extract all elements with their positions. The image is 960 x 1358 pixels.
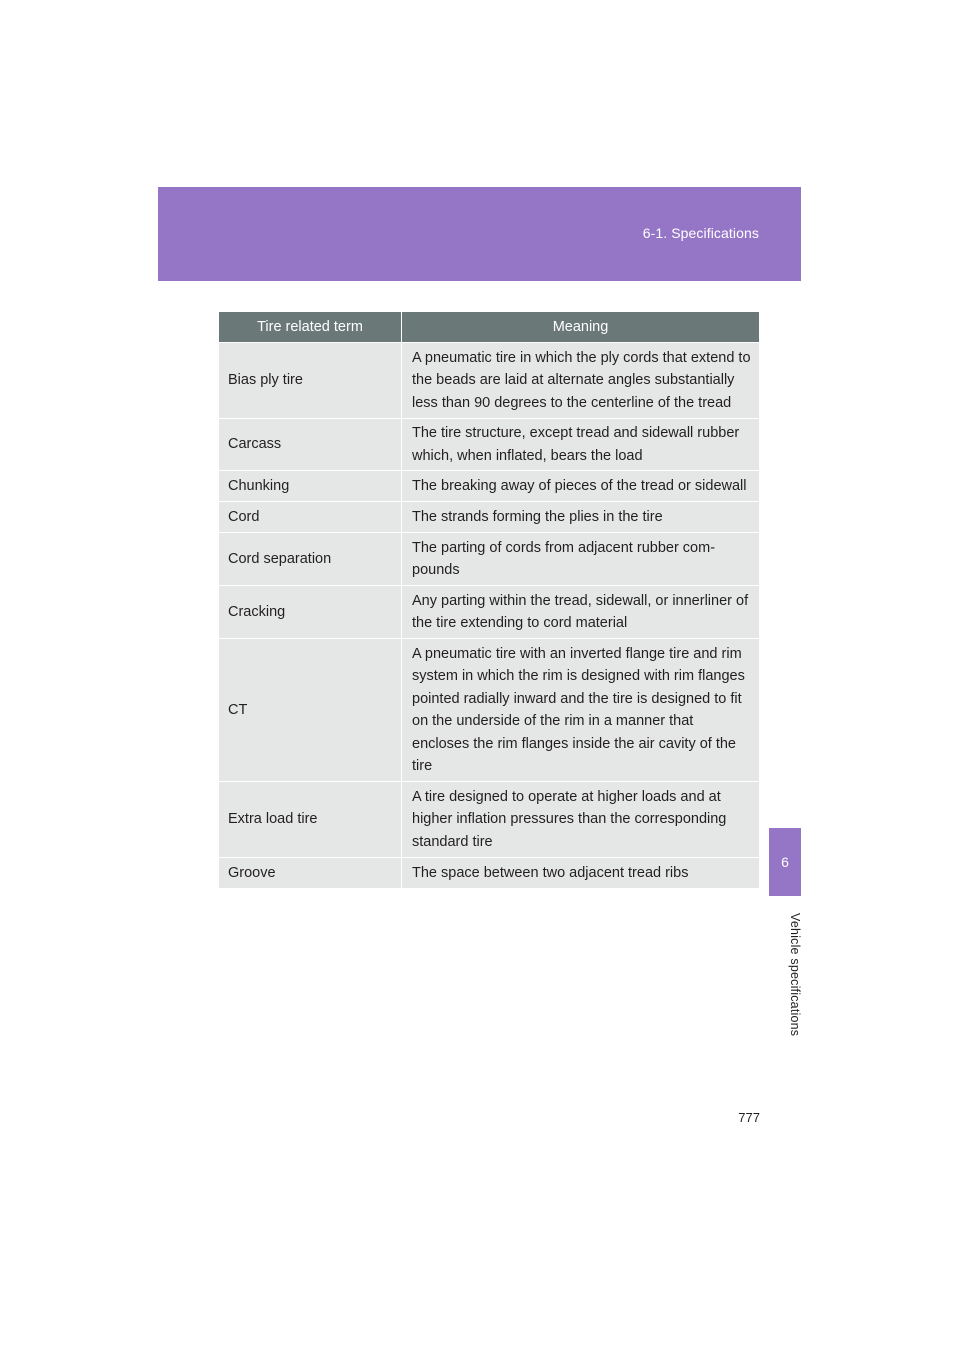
column-header-meaning: Meaning	[402, 312, 759, 342]
meaning-cell: Any parting within the tread, sidewall, or innerliner of the tire extending to cord material	[402, 585, 759, 638]
meaning-cell: The strands forming the plies in the tire	[402, 501, 759, 532]
term-cell: Carcass	[219, 418, 402, 470]
column-header-term: Tire related term	[219, 312, 402, 342]
table-row	[219, 857, 759, 888]
term-cell: Extra load tire	[219, 781, 402, 857]
table-row	[219, 585, 759, 638]
term-cell: Cracking	[219, 585, 402, 638]
meaning-cell: A tire designed to operate at higher loads and at higher inflation pressures than the corresponding standard tire	[402, 781, 759, 857]
section-header-band	[158, 187, 801, 281]
term-cell: Cord separation	[219, 532, 402, 585]
table-row	[219, 781, 759, 857]
term-cell: Chunking	[219, 470, 402, 501]
term-cell: Groove	[219, 857, 402, 888]
chapter-label: Vehicle specifications	[788, 913, 802, 1037]
meaning-cell: The parting of cords from adjacent rubber com- pounds	[402, 532, 759, 585]
meaning-cell: The breaking away of pieces of the tread or sidewall	[402, 470, 759, 501]
table-row	[219, 638, 759, 781]
table-row	[219, 501, 759, 532]
chapter-tab[interactable]	[769, 828, 801, 896]
term-cell: CT	[219, 638, 402, 781]
section-title: 6-1. Specifications	[642, 225, 759, 241]
table-row	[219, 532, 759, 585]
meaning-cell: A pneumatic tire with an inverted flange tire and rim system in which the rim is designed with rim flanges pointed radially inward and the tire is designed to fit on the underside of the rim in a manner that encloses the rim flanges inside the air cavity of the tire	[402, 638, 759, 781]
term-cell: Bias ply tire	[219, 342, 402, 418]
meaning-cell: A pneumatic tire in which the ply cords that extend to the beads are laid at alternate angles substantially less than 90 degrees to the centerline of the tread	[402, 342, 759, 418]
table-row	[219, 342, 759, 418]
table-row	[219, 470, 759, 501]
meaning-cell: The space between two adjacent tread ribs	[402, 857, 759, 888]
tire-terms-table	[219, 312, 759, 888]
page-number: 777	[738, 1110, 760, 1125]
table-header-row	[219, 312, 759, 342]
table-row	[219, 418, 759, 470]
meaning-cell: The tire structure, except tread and sidewall rubber which, when inflated, bears the load	[402, 418, 759, 470]
chapter-number: 6	[781, 854, 789, 870]
term-cell: Cord	[219, 501, 402, 532]
